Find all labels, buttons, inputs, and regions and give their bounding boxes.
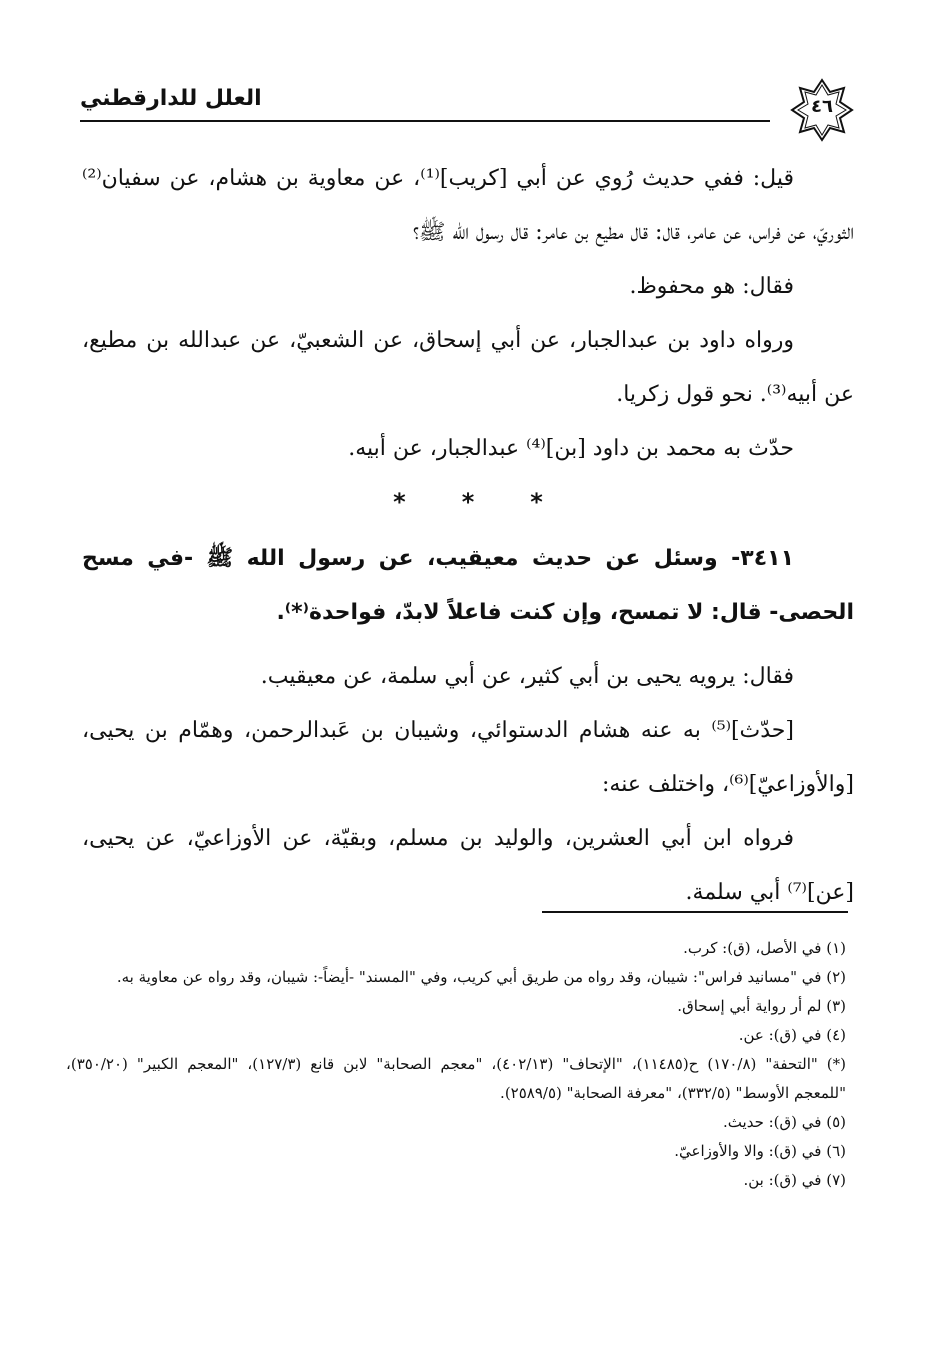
separator-star: * xyxy=(530,488,543,516)
paragraph: قيل: ففي حديث رُوي عن أبي [كريب]⁽¹⁾، عن معاوية بن هشام، عن سفيان⁽²⁾ الثوريّ، عن فراس، عن عامر، قال: قال مطيع بن عامر: قال رسول الله ﷺ؟ xyxy=(82,166,854,245)
footnote: (٦) في (ق): والا والأوزاعيّ. xyxy=(674,1142,846,1160)
footnote: (٧) في (ق): بن. xyxy=(743,1171,846,1189)
footnote: (٥) في (ق): حديث. xyxy=(723,1113,846,1131)
separator-star: * xyxy=(393,488,406,516)
paragraph: [حدّث]⁽⁵⁾ به عنه هشام الدستوائي، وشيبان بن عَبدالرحمن، وهمّام بن يحيى، [والأوزاعيّ]⁽⁶⁾، واختلف عنه: xyxy=(82,718,854,797)
footnote: (١) في الأصل، (ق): كرب. xyxy=(683,939,846,957)
paragraph: فقال: هو محفوظ. xyxy=(629,274,794,299)
header-rule xyxy=(80,120,770,122)
footnote: (٣) لم أر رواية أبي إسحاق. xyxy=(677,997,846,1015)
footnote: (*) "التحفة" (١٧٠/٨) ح(١١٤٨٥)، "الإتحاف" (٤٠٢/١٣)، "معجم الصحابة" لابن قانع (١٢٧/٣)، "المعجم الكبير" (٣٥٠/٢٠)، "للمعجم الأوسط" (٣٣٢/٥)، "معرفة الصحابة" (٢٥٨٩/٥). xyxy=(66,1055,847,1102)
question-heading: ٣٤١١- وسئل عن حديث معيقيب، عن رسول الله ﷺ -في مسح الحصى- قال: لا تمسح، وإن كنت فاعلاً لابدّ، فواحدة⁽*⁾. xyxy=(82,546,854,625)
separator-star: * xyxy=(461,488,475,516)
page-number-badge xyxy=(790,78,854,142)
paragraph: فقال: يرويه يحيى بن أبي كثير، عن أبي سلمة، عن معيقيب. xyxy=(260,664,794,689)
footnote: (٢) في "مسانيد فراس": شيبان، وقد رواه من طريق أبي كريب، وفي "المسند" -أيضاً-: شيبان، وقد رواه عن معاوية به. xyxy=(116,968,846,986)
section-separator xyxy=(82,476,854,528)
paragraph: حدّث به محمد بن داود [بن]⁽⁴⁾ عبدالجبار، عن أبيه. xyxy=(348,436,794,461)
main-text xyxy=(82,152,854,920)
page-number: ٤٦ xyxy=(811,96,833,117)
footnote: (٤) في (ق): عن. xyxy=(738,1026,846,1044)
footnotes xyxy=(66,934,846,1195)
paragraph: فرواه ابن أبي العشرين، والوليد بن مسلم، وبقيّة، عن الأوزاعيّ، عن يحيى، [عن]⁽⁷⁾ أبي سلمة. xyxy=(82,826,854,905)
book-title: العلل للدارقطني xyxy=(80,86,262,111)
footnote-separator xyxy=(542,911,848,913)
page-header xyxy=(80,84,854,134)
paragraph: ورواه داود بن عبدالجبار، عن أبي إسحاق، عن الشعبيّ، عن عبدالله بن مطيع، عن أبيه⁽³⁾. نحو قول زكريا. xyxy=(82,328,854,407)
